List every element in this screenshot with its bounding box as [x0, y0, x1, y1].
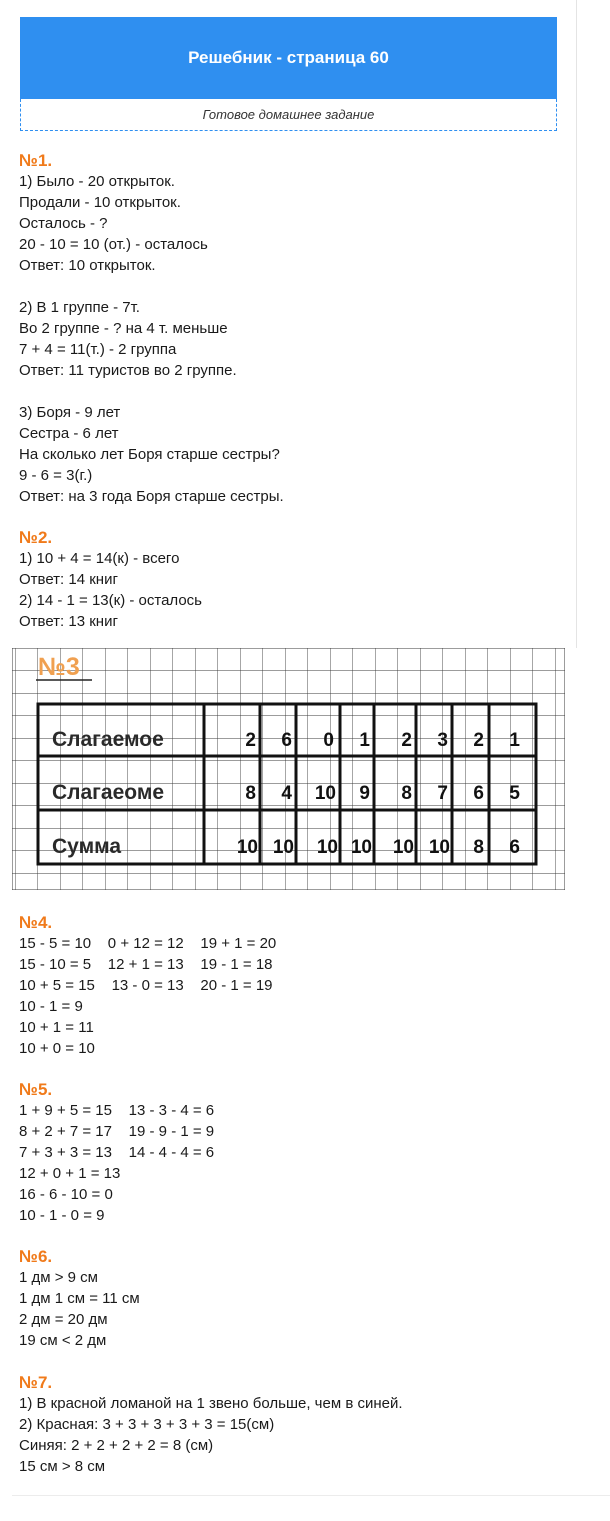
- task-4-line: 15 - 10 = 5 12 + 1 = 13 19 - 1 = 18: [19, 956, 273, 973]
- task-3-graph-paper: [12, 648, 565, 890]
- task-7-line: 1) В красной ломаной на 1 звено больше, чем в синей.: [19, 1395, 403, 1412]
- table-cell: 3: [437, 730, 448, 751]
- task-2-heading: №2.: [19, 528, 53, 547]
- task-3-heading: №3: [38, 653, 80, 681]
- task-1-line: Осталось - ?: [19, 215, 108, 232]
- page-title: Решебник - страница 60: [20, 17, 557, 99]
- task-6-line: 19 см < 2 дм: [19, 1332, 107, 1349]
- task-5-line: 12 + 0 + 1 = 13: [19, 1165, 121, 1182]
- task-4-heading: №4.: [19, 913, 53, 932]
- task-7-line: 2) Красная: 3 + 3 + 3 + 3 + 3 = 15(см): [19, 1416, 275, 1433]
- table-cell: 0: [323, 730, 334, 751]
- task-1-line: Ответ: на 3 года Боря старше сестры.: [19, 488, 284, 505]
- task-4-line: 10 + 0 = 10: [19, 1040, 95, 1057]
- task-1-line: 20 - 10 = 10 (от.) - осталось: [19, 236, 208, 253]
- footer-divider: [12, 1495, 610, 1496]
- task-7-line: 15 см > 8 см: [19, 1458, 106, 1475]
- table-cell: 10: [272, 837, 294, 858]
- table-cell: 2: [401, 730, 412, 751]
- task-1-line: 1) Было - 20 открыток.: [19, 173, 175, 190]
- task-2-line: Ответ: 14 книг: [19, 571, 118, 588]
- task-1-line: 7 + 4 = 11(т.) - 2 группа: [19, 341, 177, 358]
- table-cell: 5: [509, 783, 520, 804]
- task-1-line: 2) В 1 группе - 7т.: [19, 299, 140, 316]
- task-7-line: Синяя: 2 + 2 + 2 + 2 = 8 (см): [19, 1437, 214, 1454]
- table-cell: 10: [350, 837, 372, 858]
- table-cell: 10: [316, 837, 338, 858]
- task-4-line: 15 - 5 = 10 0 + 12 = 12 19 + 1 = 20: [19, 935, 277, 952]
- task-1-line: 9 - 6 = 3(г.): [19, 467, 93, 484]
- task-2: [19, 527, 579, 632]
- table-cell: 8: [473, 837, 484, 858]
- task-5-line: 1 + 9 + 5 = 15 13 - 3 - 4 = 6: [19, 1102, 215, 1119]
- table-cell: 2: [245, 730, 256, 751]
- task-1-line: Продали - 10 открыток.: [19, 194, 181, 211]
- task-6: [19, 1246, 579, 1351]
- row-label: Сумма: [52, 835, 122, 858]
- task-1-line: Ответ: 11 туристов во 2 группе.: [19, 362, 237, 379]
- table-cell: 6: [509, 837, 520, 858]
- task-7: [19, 1372, 579, 1477]
- table-cell: 10: [236, 837, 258, 858]
- task-5-line: 16 - 6 - 10 = 0: [19, 1186, 113, 1203]
- table-cell: 8: [245, 783, 256, 804]
- table-cell: 2: [473, 730, 484, 751]
- task-4-line: 10 + 1 = 11: [19, 1019, 94, 1036]
- task-6-line: 2 дм = 20 дм: [19, 1311, 108, 1328]
- table-cell: 1: [359, 730, 370, 751]
- task-7-heading: №7.: [19, 1373, 53, 1392]
- task-1-line: Во 2 группе - ? на 4 т. меньше: [19, 320, 228, 337]
- table-cell: 8: [401, 783, 412, 804]
- task-5-line: 8 + 2 + 7 = 17 19 - 9 - 1 = 9: [19, 1123, 215, 1140]
- task-1-heading: №1.: [19, 151, 53, 170]
- table-cell: 10: [314, 783, 336, 804]
- task-5-line: 7 + 3 + 3 = 13 14 - 4 - 4 = 6: [19, 1144, 215, 1161]
- table-cell: 6: [473, 783, 484, 804]
- table-cell: 10: [392, 837, 414, 858]
- task-5: [19, 1079, 579, 1226]
- task-2-line: 1) 10 + 4 = 14(к) - всего: [19, 550, 180, 567]
- page-subtitle: Готовое домашнее задание: [20, 99, 557, 131]
- table-cell: 10: [428, 837, 450, 858]
- table-cell: 7: [437, 783, 448, 804]
- task-1-line: На сколько лет Боря старше сестры?: [19, 446, 280, 463]
- task-5-heading: №5.: [19, 1080, 53, 1099]
- task-4-line: 10 - 1 = 9: [19, 998, 83, 1015]
- task-4: [19, 912, 579, 1059]
- task-1-line: 3) Боря - 9 лет: [19, 404, 121, 421]
- task-6-line: 1 дм 1 см = 11 см: [19, 1290, 140, 1307]
- row-label: Слагаеоме: [52, 781, 165, 804]
- task-4-line: 10 + 5 = 15 13 - 0 = 13 20 - 1 = 19: [19, 977, 273, 994]
- table-cell: 9: [359, 783, 370, 804]
- task-1: [19, 150, 579, 507]
- task-1-line: Сестра - 6 лет: [19, 425, 119, 442]
- task-2-line: 2) 14 - 1 = 13(к) - осталось: [19, 592, 202, 609]
- table-cell: 1: [509, 730, 520, 751]
- task-6-heading: №6.: [19, 1247, 53, 1266]
- table-cell: 6: [281, 730, 292, 751]
- task-3-graph-svg: [12, 648, 565, 890]
- table-cell: 4: [281, 783, 292, 804]
- task-6-line: 1 дм > 9 см: [19, 1269, 98, 1286]
- task-5-line: 10 - 1 - 0 = 9: [19, 1207, 105, 1224]
- task-2-line: Ответ: 13 книг: [19, 613, 118, 630]
- task-1-line: Ответ: 10 открыток.: [19, 257, 156, 274]
- row-label: Слагаемое: [52, 728, 164, 751]
